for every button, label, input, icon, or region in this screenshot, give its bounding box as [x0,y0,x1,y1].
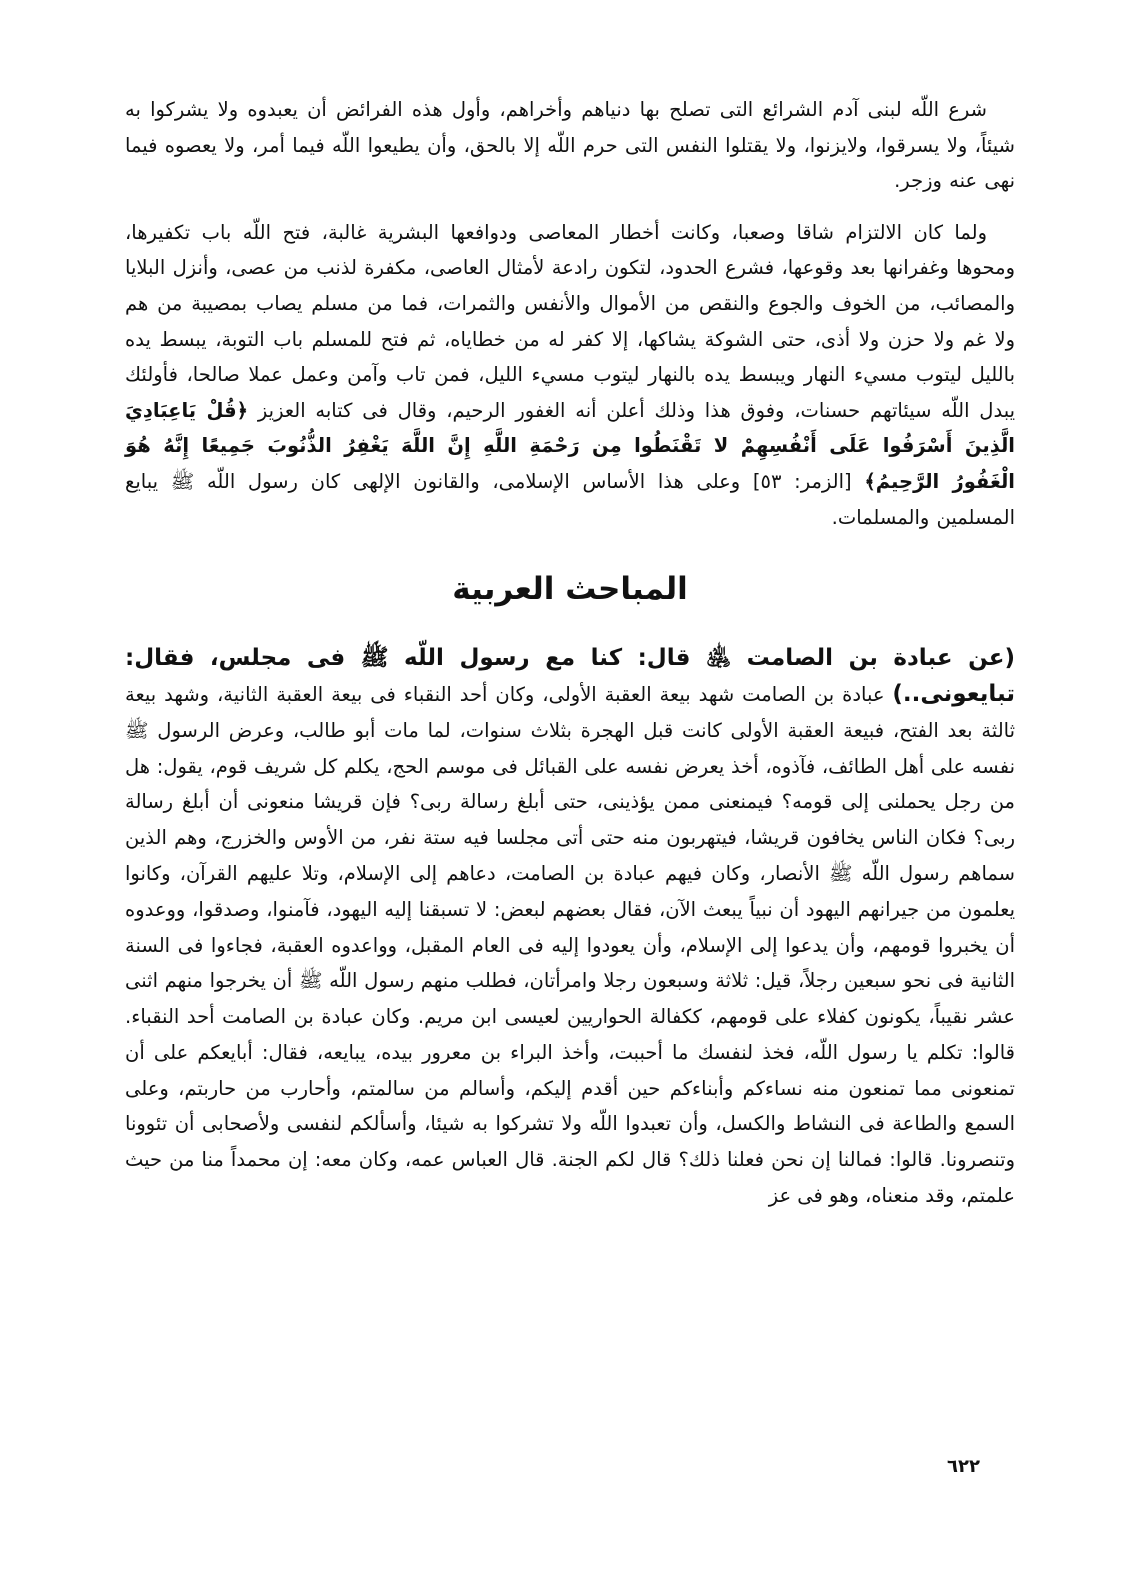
quran-reference: [الزمر: ٥٣] [752,469,852,493]
hadith-explanation [125,641,1015,1214]
hadith-quote: (عن عبادة بن الصامت ﵁ قال: كنا مع رسول اللّه ﷺ فى مجلس، فقال: تبايعونى..) [125,645,1015,707]
quran-verse: ﴿قُلْ يَاعِبَادِيَ الَّذِينَ أَسْرَفُوا عَلَى أَنْفُسِهِمْ لا تَقْنَطُوا مِن رَحْمَةِ اللَّهِ إِنَّ اللَّهَ يَغْفِرُ الذُّنُوبَ جَمِيعًا إِنَّهُ هُوَ الْغَفُورُ الرَّحِيمُ﴾ [125,398,1015,493]
page-number: ٦٢٢ [947,1456,980,1477]
paragraph-repentance [125,215,1015,535]
book-page [125,92,1015,1214]
paragraph-text-continued: وعلى هذا الأساس الإسلامى، والقانون الإلهى كان رسول اللّه ﷺ يبايع المسلمين والمسلمات. [125,469,1015,529]
paragraph-laws-of-allah: شرع اللّه لبنى آدم الشرائع التى تصلح بها دنياهم وأخراهم، وأول هذه الفرائض أن يعبدوه ولا يشركوا به شيئاً، ولا يسرقوا، ولايزنوا، ولا يقتلوا النفس التى حرم اللّه إلا بالحق، وأن يطيعوا اللّه فيما أمر، ولا يعصوه فيما نهى عنه وزجر. [125,98,1015,193]
hadith-body-text: عبادة بن الصامت شهد بيعة العقبة الأولى، وكان أحد النقباء فى بيعة العقبة الثانية، وشهد بيعة ثالثة بعد الفتح، فبيعة العقبة الأولى كانت قبل الهجرة بثلاث سنوات، لما مات أبو طالب، وعرض الرسول ﷺ نفسه على أهل الطائف، فآذوه، أخذ يعرض نفسه على القبائل فى موسم الحج، يكلم كل شريف قوم، يقول: هل من رجل يحملنى إلى قومه؟ فيمنعنى ممن يؤذينى، حتى أبلغ رسالة ربى؟ فإن قريشا منعونى أن أبلغ رسالة ربى؟ فكان الناس يخافون قريشا، فيتهربون منه حتى أتى مجلسا فيه ستة نفر، من الأوس والخزرج، وهم الذين سماهم رسول اللّه ﷺ الأنصار، وكان فيهم عبادة بن الصامت، دعاهم إلى الإسلام، وتلا عليهم القرآن، وكانوا يعلمون من جيرانهم اليهود أن نبياً يبعث الآن، فقال بعضهم لبعض: لا تسبقنا إليه اليهود، فآمنوا، وصدقوا، ووعدوه أن يخبروا قومهم، وأن يدعوا إلى الإسلام، وأن يعودوا إليه فى العام المقبل، وواعدوه العقبة، فجاءوا فى السنة الثانية فى نحو سبعين رجلاً، قيل: ثلاثة وسبعون رجلا وامرأتان، فطلب منهم رسول اللّه ﷺ أن يخرجوا منهم اثنى عشر نقيباً، يكونون كفلاء على قومهم، ككفالة الحواريين لعيسى ابن مريم. وكان عبادة بن الصامت أحد النقباء. قالوا: تكلم يا رسول اللّه، فخذ لنفسك ما أحببت، وأخذ البراء بن معرور بيده، يبايعه، فقال: أبايعكم على أن تمنعونى مما تمنعون منه نساءكم وأبناءكم حين أقدم إليكم، وأسالم من سالمتم، وأحارب من حاربتم، وعلى السمع والطاعة فى النشاط والكسل، وأن تعبدوا اللّه ولا تشركوا به شيئا، وأسألكم لنفسى ولأصحابى أن تئوونا وتنصرونا. قالوا: فمالنا إن نحن فعلنا ذلك؟ قال لكم الجنة. قال العباس عمه، وكان معه: إن محمداً منا من حيث علمتم، وقد منعناه، وهو فى عز [125,682,1015,1208]
section-heading: المباحث العربية [452,571,688,608]
paragraph-text: ولما كان الالتزام شاقا وصعبا، وكانت أخطار المعاصى ودوافعها البشرية غالبة، فتح اللّه باب تكفيرها، ومحوها وغفرانها بعد وقوعها، فشرع الحدود، لتكون رادعة لأمثال العاصى، مكفرة لذنب من عصى، وأنزل البلايا والمصائب، من الخوف والجوع والنقص من الأموال والأنفس والثمرات، فما من مسلم يصاب بمصيبة من هم ولا غم ولا حزن ولا أذى، حتى الشوكة يشاكها، إلا كفر له من خطاياه، ثم فتح للمسلم باب التوبة، يبسط يده بالليل ليتوب مسيء النهار ويبسط يده بالنهار ليتوب مسيء الليل، فمن تاب وآمن وعمل عملا صالحا، فأولئك يبدل اللّه سيئاتهم حسنات، وفوق هذا وذلك أعلن أنه الغفور الرحيم، وقال فى كتابه العزيز [125,220,1016,422]
